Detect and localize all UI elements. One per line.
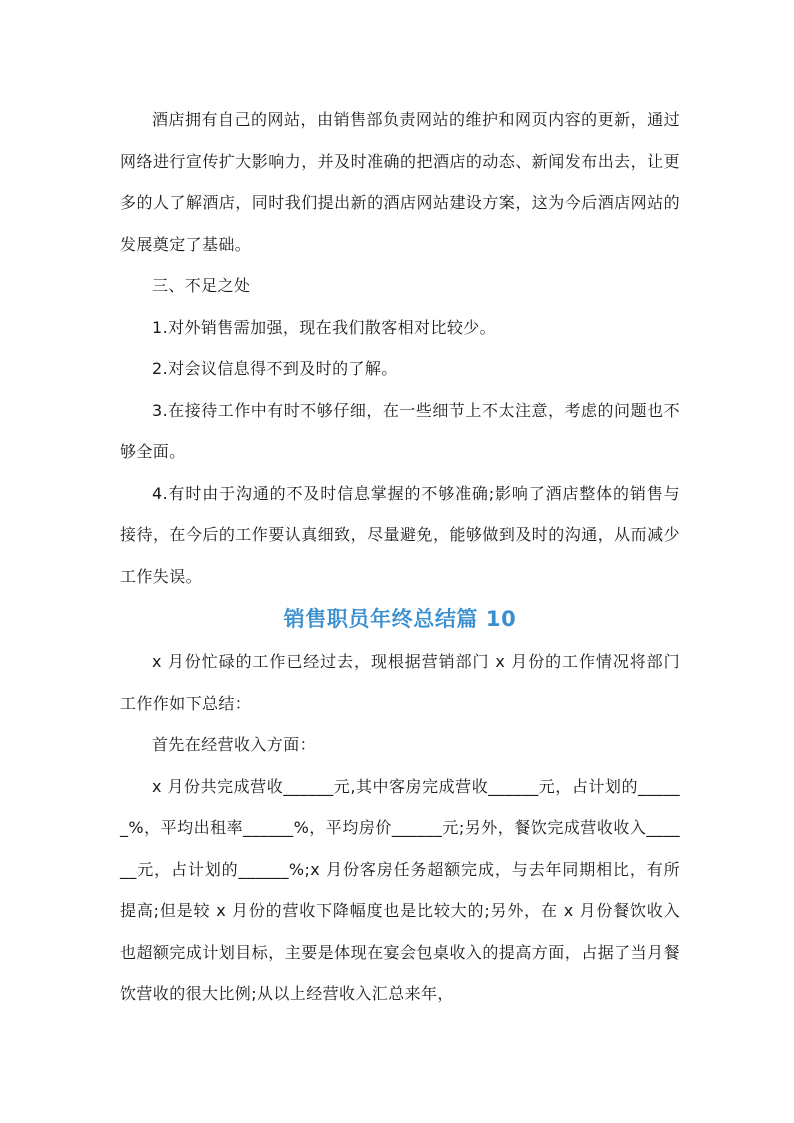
document-body	[120, 99, 680, 1015]
paragraph-website: 酒店拥有自己的网站，由销售部负责网站的维护和网页内容的更新，通过网络进行宣传扩大影响力，并及时准确的把酒店的动态、新闻发布出去，让更多的人了解酒店，同时我们提出新的酒店网站建设方案，这为今后酒店网站的发展奠定了基础。	[120, 110, 680, 254]
paragraph-revenue-heading: 首先在经营收入方面：	[152, 735, 317, 754]
paragraph-item-2: 2.对会议信息得不到及时的了解。	[152, 359, 398, 378]
paragraph-item-3: 3.在接待工作中有时不够仔细，在一些细节上不太注意，考虑的问题也不够全面。	[120, 400, 680, 461]
paragraph-revenue-details: x 月份共完成营收______元,其中客房完成营收______元，占计划的______%，平均出租率______%，平均房价______元;另外，餐饮完成营收收入______元，占计划的______%;x 月份客房任务超额完成，与去年同期相比，有所提高;但是较 x 月份的营收下降幅度也是比较大的;另外，在 x 月份餐饮收入也超额完成计划目标，主要是体现在宴会包桌收入的提高方面，占据了当月餐饮营收的很大比例;从以上经营收入汇总来年，	[120, 776, 680, 1003]
paragraph-intro: x 月份忙碌的工作已经过去，现根据营销部门 x 月份的工作情况将部门工作作如下总结：	[120, 652, 680, 713]
section-heading-shortcomings: 三、不足之处	[152, 276, 251, 295]
paragraph-item-4: 4.有时由于沟通的不及时信息掌握的不够准确;影响了酒店整体的销售与接待，在今后的工作要认真细致，尽量避免，能够做到及时的沟通，从而减少工作失误。	[120, 483, 680, 586]
article-heading: 销售职员年终总结篇 10	[283, 607, 517, 631]
paragraph-item-1: 1.对外销售需加强，现在我们散客相对比较少。	[152, 317, 497, 337]
